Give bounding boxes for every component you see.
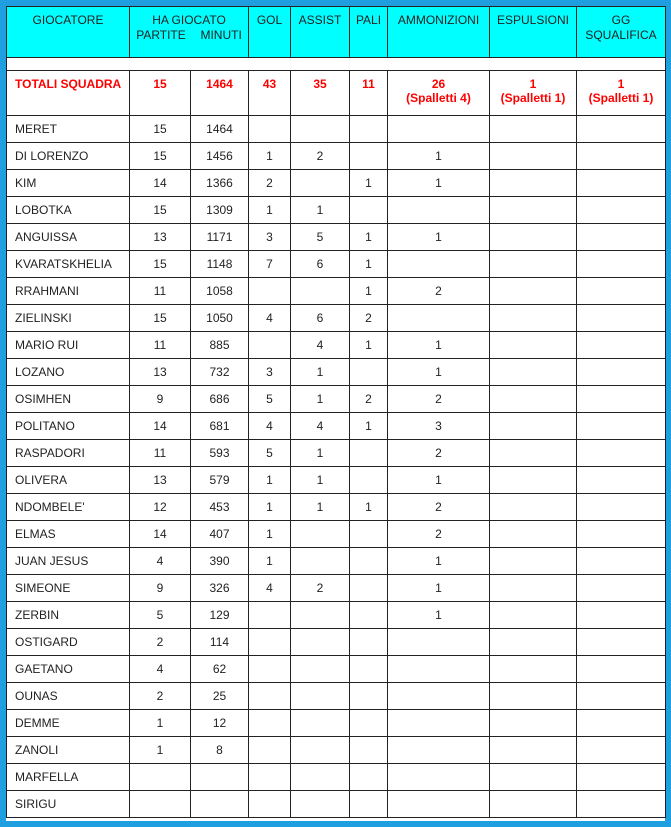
pali-cell bbox=[350, 710, 388, 737]
gol-cell bbox=[249, 791, 291, 818]
assist-cell: 6 bbox=[291, 305, 350, 332]
squalifica-cell bbox=[577, 710, 666, 737]
gol-cell: 5 bbox=[249, 386, 291, 413]
header-gg-squalifica bbox=[577, 7, 666, 58]
player-name: POLITANO bbox=[7, 413, 130, 440]
squalifica-cell bbox=[577, 683, 666, 710]
squalifica-cell bbox=[577, 548, 666, 575]
player-name: MARFELLA bbox=[7, 764, 130, 791]
totals-minuti: 1464 bbox=[191, 71, 249, 116]
ammonizioni-cell bbox=[388, 791, 490, 818]
player-name: ANGUISSA bbox=[7, 224, 130, 251]
totals-espulsioni-value: 1 bbox=[529, 77, 537, 91]
totals-ammonizioni bbox=[388, 71, 490, 116]
gol-cell bbox=[249, 737, 291, 764]
partite-cell: 13 bbox=[130, 467, 191, 494]
gol-cell: 4 bbox=[249, 305, 291, 332]
table-row bbox=[7, 116, 666, 143]
player-name: ELMAS bbox=[7, 521, 130, 548]
minuti-cell: 114 bbox=[191, 629, 249, 656]
gol-cell bbox=[249, 764, 291, 791]
ammonizioni-cell: 1 bbox=[388, 467, 490, 494]
squalifica-cell bbox=[577, 440, 666, 467]
ammonizioni-cell bbox=[388, 656, 490, 683]
player-stats-table bbox=[6, 6, 666, 818]
espulsioni-cell bbox=[490, 683, 577, 710]
gol-cell: 1 bbox=[249, 197, 291, 224]
ammonizioni-cell: 2 bbox=[388, 278, 490, 305]
table-row bbox=[7, 791, 666, 818]
squalifica-cell bbox=[577, 791, 666, 818]
partite-cell: 9 bbox=[130, 386, 191, 413]
minuti-cell: 579 bbox=[191, 467, 249, 494]
gol-cell bbox=[249, 116, 291, 143]
player-name: ZIELINSKI bbox=[7, 305, 130, 332]
assist-cell bbox=[291, 170, 350, 197]
gol-cell: 1 bbox=[249, 467, 291, 494]
espulsioni-cell bbox=[490, 494, 577, 521]
header-ha-giocato bbox=[130, 7, 249, 58]
espulsioni-cell bbox=[490, 575, 577, 602]
pali-cell: 2 bbox=[350, 305, 388, 332]
totals-ammonizioni-value: 26 bbox=[431, 77, 446, 91]
espulsioni-cell bbox=[490, 413, 577, 440]
header-espulsioni: ESPULSIONI bbox=[490, 7, 577, 58]
minuti-cell: 326 bbox=[191, 575, 249, 602]
assist-cell bbox=[291, 737, 350, 764]
pali-cell bbox=[350, 467, 388, 494]
pali-cell bbox=[350, 521, 388, 548]
player-name: LOZANO bbox=[7, 359, 130, 386]
assist-cell bbox=[291, 710, 350, 737]
partite-cell: 13 bbox=[130, 224, 191, 251]
squalifica-cell bbox=[577, 656, 666, 683]
assist-cell: 1 bbox=[291, 197, 350, 224]
partite-cell: 14 bbox=[130, 413, 191, 440]
minuti-cell: 1050 bbox=[191, 305, 249, 332]
pali-cell bbox=[350, 791, 388, 818]
minuti-cell: 686 bbox=[191, 386, 249, 413]
table-row bbox=[7, 467, 666, 494]
squalifica-cell bbox=[577, 359, 666, 386]
pali-cell bbox=[350, 440, 388, 467]
header-giocatore: GIOCATORE bbox=[7, 7, 130, 58]
espulsioni-cell bbox=[490, 305, 577, 332]
minuti-cell: 1366 bbox=[191, 170, 249, 197]
ammonizioni-cell: 1 bbox=[388, 332, 490, 359]
minuti-cell: 62 bbox=[191, 656, 249, 683]
partite-cell: 11 bbox=[130, 440, 191, 467]
partite-cell: 9 bbox=[130, 575, 191, 602]
totals-espulsioni bbox=[490, 71, 577, 116]
pali-cell bbox=[350, 548, 388, 575]
partite-cell: 11 bbox=[130, 278, 191, 305]
minuti-cell: 129 bbox=[191, 602, 249, 629]
pali-cell: 1 bbox=[350, 170, 388, 197]
table-header-row bbox=[7, 7, 666, 58]
ammonizioni-cell: 2 bbox=[388, 440, 490, 467]
espulsioni-cell bbox=[490, 170, 577, 197]
player-name: RASPADORI bbox=[7, 440, 130, 467]
partite-cell: 15 bbox=[130, 116, 191, 143]
minuti-cell: 1464 bbox=[191, 116, 249, 143]
gol-cell: 5 bbox=[249, 440, 291, 467]
ammonizioni-cell bbox=[388, 251, 490, 278]
pali-cell bbox=[350, 764, 388, 791]
totals-squalifica-value: 1 bbox=[617, 77, 625, 91]
ammonizioni-cell: 2 bbox=[388, 494, 490, 521]
gol-cell: 1 bbox=[249, 494, 291, 521]
totals-squalifica bbox=[577, 71, 666, 116]
partite-cell: 11 bbox=[130, 332, 191, 359]
espulsioni-cell bbox=[490, 197, 577, 224]
player-name: KVARATSKHELIA bbox=[7, 251, 130, 278]
gol-cell bbox=[249, 710, 291, 737]
table-row bbox=[7, 170, 666, 197]
squalifica-cell bbox=[577, 494, 666, 521]
espulsioni-cell bbox=[490, 467, 577, 494]
table-row bbox=[7, 683, 666, 710]
espulsioni-cell bbox=[490, 278, 577, 305]
pali-cell: 2 bbox=[350, 386, 388, 413]
pali-cell bbox=[350, 683, 388, 710]
gol-cell: 1 bbox=[249, 143, 291, 170]
ammonizioni-cell: 2 bbox=[388, 386, 490, 413]
pali-cell bbox=[350, 656, 388, 683]
gol-cell bbox=[249, 629, 291, 656]
ammonizioni-cell: 1 bbox=[388, 602, 490, 629]
partite-cell: 4 bbox=[130, 656, 191, 683]
player-name: KIM bbox=[7, 170, 130, 197]
totals-partite: 15 bbox=[130, 71, 191, 116]
squalifica-cell bbox=[577, 143, 666, 170]
espulsioni-cell bbox=[490, 224, 577, 251]
partite-cell: 15 bbox=[130, 251, 191, 278]
table-row bbox=[7, 521, 666, 548]
spacer-cell bbox=[7, 58, 666, 71]
totals-pali: 11 bbox=[350, 71, 388, 116]
espulsioni-cell bbox=[490, 521, 577, 548]
partite-cell: 5 bbox=[130, 602, 191, 629]
header-squalifica: SQUALIFICA bbox=[585, 28, 657, 42]
ammonizioni-cell: 1 bbox=[388, 224, 490, 251]
pali-cell bbox=[350, 197, 388, 224]
totals-name: TOTALI SQUADRA bbox=[7, 71, 130, 116]
assist-cell: 4 bbox=[291, 413, 350, 440]
table-row bbox=[7, 386, 666, 413]
header-gol: GOL bbox=[249, 7, 291, 58]
espulsioni-cell bbox=[490, 386, 577, 413]
espulsioni-cell bbox=[490, 116, 577, 143]
assist-cell: 6 bbox=[291, 251, 350, 278]
player-name: SIRIGU bbox=[7, 791, 130, 818]
partite-cell: 14 bbox=[130, 170, 191, 197]
assist-cell bbox=[291, 656, 350, 683]
header-ammonizioni: AMMONIZIONI bbox=[388, 7, 490, 58]
assist-cell: 1 bbox=[291, 359, 350, 386]
totals-assist: 35 bbox=[291, 71, 350, 116]
assist-cell bbox=[291, 629, 350, 656]
ammonizioni-cell: 1 bbox=[388, 170, 490, 197]
ammonizioni-cell bbox=[388, 116, 490, 143]
squalifica-cell bbox=[577, 116, 666, 143]
minuti-cell: 12 bbox=[191, 710, 249, 737]
table-row bbox=[7, 440, 666, 467]
header-assist: ASSIST bbox=[291, 7, 350, 58]
table-row bbox=[7, 278, 666, 305]
table-row bbox=[7, 305, 666, 332]
minuti-cell: 390 bbox=[191, 548, 249, 575]
squalifica-cell bbox=[577, 602, 666, 629]
totals-espulsioni-note: (Spalletti 1) bbox=[500, 91, 566, 105]
gol-cell: 4 bbox=[249, 413, 291, 440]
pali-cell bbox=[350, 737, 388, 764]
table-row bbox=[7, 575, 666, 602]
minuti-cell: 1456 bbox=[191, 143, 249, 170]
player-name: DI LORENZO bbox=[7, 143, 130, 170]
player-name: OSIMHEN bbox=[7, 386, 130, 413]
totals-gol: 43 bbox=[249, 71, 291, 116]
espulsioni-cell bbox=[490, 656, 577, 683]
assist-cell: 4 bbox=[291, 332, 350, 359]
squalifica-cell bbox=[577, 305, 666, 332]
table-row bbox=[7, 251, 666, 278]
player-name: LOBOTKA bbox=[7, 197, 130, 224]
assist-cell bbox=[291, 791, 350, 818]
squalifica-cell bbox=[577, 224, 666, 251]
totals-ammonizioni-note: (Spalletti 4) bbox=[406, 91, 471, 105]
partite-cell: 2 bbox=[130, 629, 191, 656]
pali-cell: 1 bbox=[350, 494, 388, 521]
totals-row bbox=[7, 71, 666, 116]
pali-cell bbox=[350, 116, 388, 143]
espulsioni-cell bbox=[490, 629, 577, 656]
assist-cell bbox=[291, 278, 350, 305]
pali-cell: 1 bbox=[350, 251, 388, 278]
ammonizioni-cell: 2 bbox=[388, 521, 490, 548]
spacer-row bbox=[7, 58, 666, 71]
pali-cell: 1 bbox=[350, 278, 388, 305]
minuti-cell: 1171 bbox=[191, 224, 249, 251]
squalifica-cell bbox=[577, 386, 666, 413]
header-partite: PARTITE bbox=[136, 28, 186, 42]
assist-cell: 1 bbox=[291, 440, 350, 467]
partite-cell: 12 bbox=[130, 494, 191, 521]
gol-cell bbox=[249, 278, 291, 305]
assist-cell: 2 bbox=[291, 143, 350, 170]
espulsioni-cell bbox=[490, 143, 577, 170]
gol-cell bbox=[249, 602, 291, 629]
squalifica-cell bbox=[577, 413, 666, 440]
table-row bbox=[7, 143, 666, 170]
espulsioni-cell bbox=[490, 737, 577, 764]
assist-cell: 5 bbox=[291, 224, 350, 251]
header-gg: GG bbox=[611, 13, 631, 27]
player-name: OSTIGARD bbox=[7, 629, 130, 656]
table-row bbox=[7, 764, 666, 791]
partite-cell bbox=[130, 791, 191, 818]
partite-cell: 13 bbox=[130, 359, 191, 386]
player-name: RRAHMANI bbox=[7, 278, 130, 305]
gol-cell bbox=[249, 332, 291, 359]
ammonizioni-cell bbox=[388, 305, 490, 332]
squalifica-cell bbox=[577, 278, 666, 305]
ammonizioni-cell: 1 bbox=[388, 143, 490, 170]
espulsioni-cell bbox=[490, 791, 577, 818]
assist-cell bbox=[291, 116, 350, 143]
header-pali: PALI bbox=[350, 7, 388, 58]
player-name: GAETANO bbox=[7, 656, 130, 683]
player-name: SIMEONE bbox=[7, 575, 130, 602]
ammonizioni-cell bbox=[388, 629, 490, 656]
assist-cell: 1 bbox=[291, 494, 350, 521]
player-name: MERET bbox=[7, 116, 130, 143]
espulsioni-cell bbox=[490, 251, 577, 278]
table-row bbox=[7, 629, 666, 656]
partite-cell: 1 bbox=[130, 710, 191, 737]
pali-cell: 1 bbox=[350, 224, 388, 251]
player-name: OUNAS bbox=[7, 683, 130, 710]
squalifica-cell bbox=[577, 629, 666, 656]
ammonizioni-cell bbox=[388, 710, 490, 737]
table-row bbox=[7, 224, 666, 251]
minuti-cell bbox=[191, 791, 249, 818]
table-row bbox=[7, 413, 666, 440]
player-name: NDOMBELE' bbox=[7, 494, 130, 521]
ammonizioni-cell bbox=[388, 197, 490, 224]
pali-cell bbox=[350, 143, 388, 170]
pali-cell: 1 bbox=[350, 332, 388, 359]
table-row bbox=[7, 548, 666, 575]
squalifica-cell bbox=[577, 197, 666, 224]
squalifica-cell bbox=[577, 521, 666, 548]
squalifica-cell bbox=[577, 737, 666, 764]
squalifica-cell bbox=[577, 467, 666, 494]
minuti-cell: 25 bbox=[191, 683, 249, 710]
player-name: DEMME bbox=[7, 710, 130, 737]
espulsioni-cell bbox=[490, 602, 577, 629]
partite-cell: 15 bbox=[130, 197, 191, 224]
partite-cell: 15 bbox=[130, 305, 191, 332]
pali-cell bbox=[350, 602, 388, 629]
table-row bbox=[7, 710, 666, 737]
gol-cell: 3 bbox=[249, 359, 291, 386]
table-row bbox=[7, 602, 666, 629]
ammonizioni-cell: 1 bbox=[388, 575, 490, 602]
gol-cell: 4 bbox=[249, 575, 291, 602]
player-name: MARIO RUI bbox=[7, 332, 130, 359]
player-name: ZERBIN bbox=[7, 602, 130, 629]
pali-cell: 1 bbox=[350, 413, 388, 440]
assist-cell bbox=[291, 548, 350, 575]
minuti-cell: 1309 bbox=[191, 197, 249, 224]
assist-cell: 1 bbox=[291, 386, 350, 413]
assist-cell: 1 bbox=[291, 467, 350, 494]
espulsioni-cell bbox=[490, 440, 577, 467]
squalifica-cell bbox=[577, 170, 666, 197]
table-row bbox=[7, 494, 666, 521]
partite-cell: 1 bbox=[130, 737, 191, 764]
squalifica-cell bbox=[577, 251, 666, 278]
minuti-cell: 885 bbox=[191, 332, 249, 359]
gol-cell bbox=[249, 656, 291, 683]
minuti-cell: 593 bbox=[191, 440, 249, 467]
ammonizioni-cell: 1 bbox=[388, 548, 490, 575]
minuti-cell: 8 bbox=[191, 737, 249, 764]
ammonizioni-cell bbox=[388, 683, 490, 710]
espulsioni-cell bbox=[490, 710, 577, 737]
squalifica-cell bbox=[577, 764, 666, 791]
pali-cell bbox=[350, 359, 388, 386]
assist-cell bbox=[291, 764, 350, 791]
minuti-cell: 407 bbox=[191, 521, 249, 548]
minuti-cell: 1148 bbox=[191, 251, 249, 278]
player-name: OLIVERA bbox=[7, 467, 130, 494]
assist-cell: 2 bbox=[291, 575, 350, 602]
stats-table-frame bbox=[4, 4, 667, 823]
gol-cell: 1 bbox=[249, 548, 291, 575]
partite-cell: 14 bbox=[130, 521, 191, 548]
minuti-cell: 1058 bbox=[191, 278, 249, 305]
player-name: JUAN JESUS bbox=[7, 548, 130, 575]
gol-cell: 1 bbox=[249, 521, 291, 548]
gol-cell: 2 bbox=[249, 170, 291, 197]
pali-cell bbox=[350, 575, 388, 602]
partite-cell bbox=[130, 764, 191, 791]
minuti-cell bbox=[191, 764, 249, 791]
player-name: ZANOLI bbox=[7, 737, 130, 764]
header-minuti: MINUTI bbox=[200, 28, 242, 42]
minuti-cell: 453 bbox=[191, 494, 249, 521]
pali-cell bbox=[350, 629, 388, 656]
espulsioni-cell bbox=[490, 548, 577, 575]
assist-cell bbox=[291, 521, 350, 548]
gol-cell: 3 bbox=[249, 224, 291, 251]
gol-cell bbox=[249, 683, 291, 710]
assist-cell bbox=[291, 602, 350, 629]
squalifica-cell bbox=[577, 332, 666, 359]
table-row bbox=[7, 197, 666, 224]
ammonizioni-cell bbox=[388, 737, 490, 764]
header-ha-giocato-label: HA GIOCATO bbox=[152, 13, 226, 27]
gol-cell: 7 bbox=[249, 251, 291, 278]
espulsioni-cell bbox=[490, 332, 577, 359]
minuti-cell: 681 bbox=[191, 413, 249, 440]
minuti-cell: 732 bbox=[191, 359, 249, 386]
partite-cell: 15 bbox=[130, 143, 191, 170]
partite-cell: 2 bbox=[130, 683, 191, 710]
table-row bbox=[7, 359, 666, 386]
table-row bbox=[7, 656, 666, 683]
ammonizioni-cell bbox=[388, 764, 490, 791]
squalifica-cell bbox=[577, 575, 666, 602]
assist-cell bbox=[291, 683, 350, 710]
table-row bbox=[7, 737, 666, 764]
partite-cell: 4 bbox=[130, 548, 191, 575]
table-row bbox=[7, 332, 666, 359]
ammonizioni-cell: 1 bbox=[388, 359, 490, 386]
totals-squalifica-note: (Spalletti 1) bbox=[588, 91, 654, 105]
ammonizioni-cell: 3 bbox=[388, 413, 490, 440]
espulsioni-cell bbox=[490, 764, 577, 791]
espulsioni-cell bbox=[490, 359, 577, 386]
